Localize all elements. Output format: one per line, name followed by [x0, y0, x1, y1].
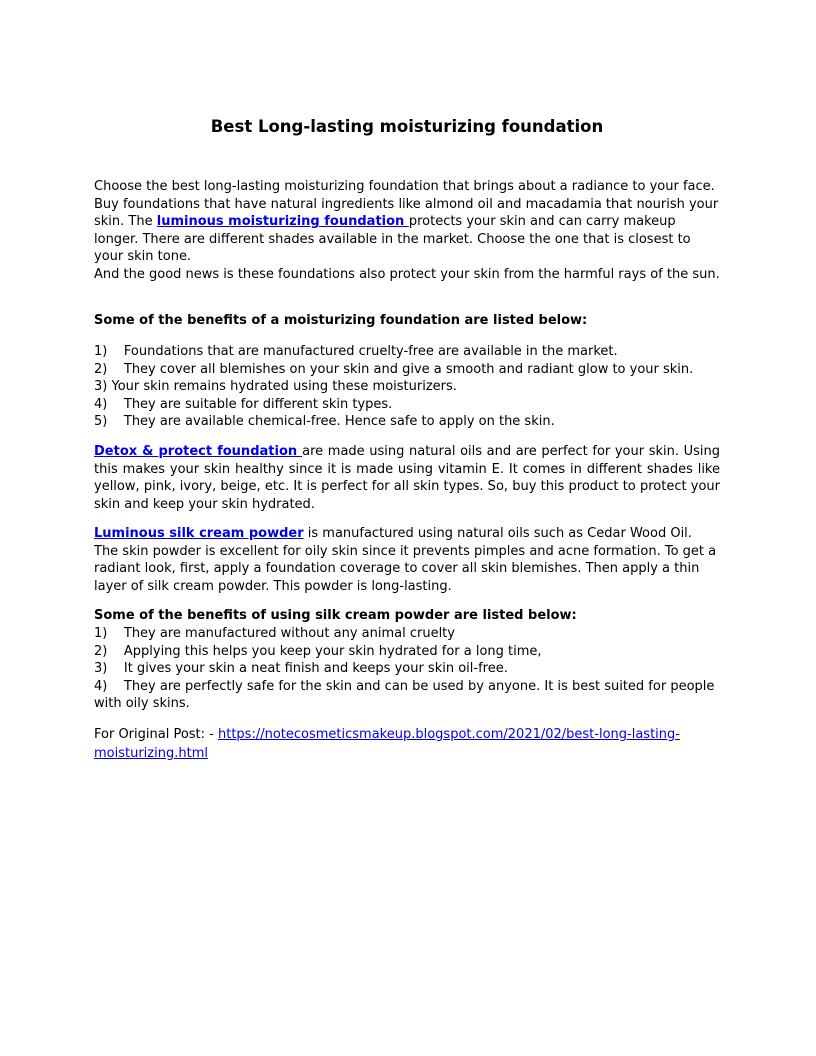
silk-paragraph — [94, 525, 720, 595]
intro-paragraph — [94, 178, 720, 284]
page-title: Best Long-lasting moisturizing foundation — [210, 117, 604, 136]
silk-benefits-list — [94, 625, 720, 713]
detox-paragraph — [94, 443, 720, 513]
original-post-link[interactable]: https://notecosmeticsmakeup.blogspot.com/2021/02/best-long-lasting-moisturizing.html — [94, 727, 680, 761]
original-post — [94, 725, 720, 763]
list-item: 3) It gives your skin a neat finish and keeps your skin oil-free. — [94, 661, 508, 677]
silk-benefits-heading: Some of the benefits of using silk cream powder are listed below: — [94, 608, 577, 623]
list-item: 1) They are manufactured without any animal cruelty — [94, 626, 455, 641]
list-item: 2) They cover all blemishes on your skin and give a smooth and radiant glow to your skin. — [94, 361, 694, 377]
intro-text-2: protects your skin and can carry makeup longer. There are different shades available in the market. Choose the one that is closest to your skin tone. — [94, 214, 691, 265]
silk-text: is manufactured using natural oils such as Cedar Wood Oil. The skin powder is excellent for oily skin since it prevents pimples and acne formation. To get a radiant look, first, apply a foundation coverage to cover all skin blemishes. Then apply a thin layer of silk cream powder. This powder is long-lasting. — [94, 526, 717, 594]
benefits-heading: Some of the benefits of a moisturizing foundation are listed below: — [94, 313, 588, 328]
list-item: 3) Your skin remains hydrated using these moisturizers. — [94, 379, 457, 395]
original-post-label: For Original Post: - — [94, 727, 218, 742]
detox-text: are made using natural oils and are perfect for your skin. Using this makes your skin healthy since it is made using vitamin E. It comes in different shades like yellow, pink, ivory, beige, etc. It is perfect for all skin types. So, buy this product to protect your skin and keep your skin hydrated. — [94, 444, 720, 512]
intro-text-1: Choose the best long-lasting moisturizing foundation that brings about a radiance to your face. Buy foundations that have natural ingredients like almond oil and macadamia that nourish your skin. The — [94, 179, 719, 230]
list-item: 4) They are perfectly safe for the skin and can be used by anyone. It is best suited for people with oily skins. — [94, 678, 719, 712]
list-item: 1) Foundations that are manufactured cruelty-free are available in the market. — [94, 344, 618, 359]
benefits-list — [94, 343, 720, 431]
luminous-moisturizing-foundation-link[interactable]: luminous moisturizing foundation — [156, 214, 409, 230]
list-item: 5) They are available chemical-free. Hence safe to apply on the skin. — [94, 414, 555, 430]
detox-protect-foundation-link[interactable]: Detox & protect foundation — [94, 444, 303, 459]
intro-text-3: And the good news is these foundations also protect your skin from the harmful rays of the sun. — [94, 266, 720, 282]
luminous-silk-cream-powder-link[interactable]: Luminous silk cream powder — [94, 526, 304, 541]
list-item: 2) Applying this helps you keep your skin hydrated for a long time, — [94, 643, 542, 659]
list-item: 4) They are suitable for different skin types. — [94, 396, 393, 412]
